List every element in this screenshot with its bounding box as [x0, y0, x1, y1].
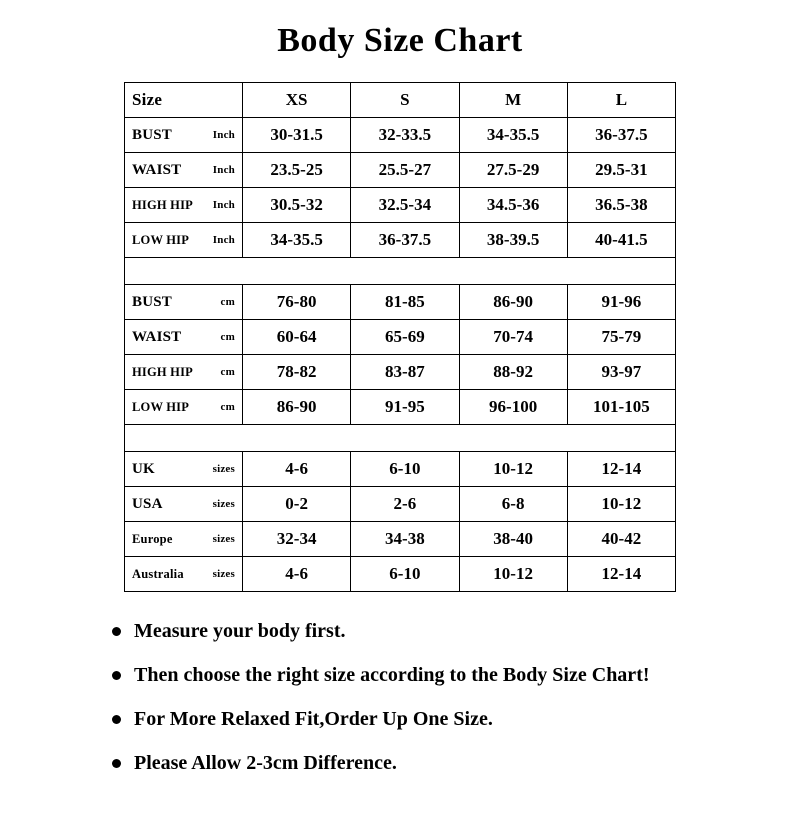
cell-value: 34-38: [351, 522, 459, 557]
row-label-australia: [125, 557, 243, 592]
cell-value: 76-80: [243, 285, 351, 320]
table-row: [125, 223, 676, 258]
cell-value: 86-90: [459, 285, 567, 320]
table-row: [125, 153, 676, 188]
header-size-label: [125, 83, 243, 118]
cell-value: 96-100: [459, 390, 567, 425]
table-row: [125, 320, 676, 355]
cell-value: 6-10: [351, 452, 459, 487]
table-row: [125, 285, 676, 320]
table-row: [125, 118, 676, 153]
bullet-icon: [112, 671, 121, 680]
row-name: UK: [132, 460, 155, 477]
cell-value: 27.5-29: [459, 153, 567, 188]
column-header-size: Size: [132, 90, 163, 109]
cell-value: 38-40: [459, 522, 567, 557]
list-item: [112, 706, 700, 733]
cell-value: 6-10: [351, 557, 459, 592]
cell-value: 0-2: [243, 487, 351, 522]
cell-value: 93-97: [567, 355, 675, 390]
cell-value: 81-85: [351, 285, 459, 320]
cell-value: 70-74: [459, 320, 567, 355]
row-unit: sizes: [212, 463, 235, 475]
cell-value: 29.5-31: [567, 153, 675, 188]
cell-value: 25.5-27: [351, 153, 459, 188]
column-header-l: L: [567, 83, 675, 118]
row-unit: cm: [220, 296, 235, 308]
row-label-bust-inch: [125, 118, 243, 153]
cell-value: 4-6: [243, 557, 351, 592]
list-item: [112, 662, 700, 689]
note-text: Measure your body first.: [134, 620, 346, 642]
cell-value: 60-64: [243, 320, 351, 355]
row-label-usa: [125, 487, 243, 522]
cell-value: 36.5-38: [567, 188, 675, 223]
cell-value: 91-96: [567, 285, 675, 320]
body-size-chart-page: [0, 22, 800, 822]
column-header-xs: XS: [243, 83, 351, 118]
cell-value: 12-14: [567, 452, 675, 487]
table-row: [125, 487, 676, 522]
cell-value: 32-34: [243, 522, 351, 557]
row-label-high-hip-cm: [125, 355, 243, 390]
size-chart-table: [124, 82, 676, 592]
spacer-cell: [125, 425, 676, 452]
cell-value: 23.5-25: [243, 153, 351, 188]
row-unit: Inch: [212, 129, 235, 141]
cell-value: 91-95: [351, 390, 459, 425]
cell-value: 40-42: [567, 522, 675, 557]
page-title: Body Size Chart: [277, 22, 523, 59]
cell-value: 6-8: [459, 487, 567, 522]
row-label-waist-cm: [125, 320, 243, 355]
row-name: BUST: [132, 293, 172, 310]
row-label-low-hip-inch: [125, 223, 243, 258]
cell-value: 34-35.5: [459, 118, 567, 153]
cell-value: 12-14: [567, 557, 675, 592]
row-name: WAIST: [132, 161, 182, 178]
cell-value: 75-79: [567, 320, 675, 355]
table-row: [125, 355, 676, 390]
row-name: Australia: [132, 566, 184, 581]
cell-value: 36-37.5: [351, 223, 459, 258]
table-row: [125, 557, 676, 592]
list-item: [112, 750, 700, 777]
row-name: BUST: [132, 126, 172, 143]
row-unit: sizes: [212, 533, 235, 545]
cell-value: 65-69: [351, 320, 459, 355]
row-unit: cm: [220, 401, 235, 413]
row-unit: Inch: [212, 234, 235, 246]
note-text: Please Allow 2-3cm Difference.: [134, 752, 397, 774]
row-name: LOW HIP: [132, 232, 190, 247]
cell-value: 4-6: [243, 452, 351, 487]
bullet-icon: [112, 627, 121, 636]
spacer-cell: [125, 258, 676, 285]
cell-value: 78-82: [243, 355, 351, 390]
row-unit: cm: [220, 366, 235, 378]
note-text: Then choose the right size according to the Body Size Chart!: [134, 664, 650, 686]
cell-value: 40-41.5: [567, 223, 675, 258]
cell-value: 10-12: [459, 557, 567, 592]
cell-value: 101-105: [567, 390, 675, 425]
row-unit: cm: [220, 331, 235, 343]
table-row: [125, 188, 676, 223]
bullet-icon: [112, 759, 121, 768]
row-label-low-hip-cm: [125, 390, 243, 425]
cell-value: 2-6: [351, 487, 459, 522]
cell-value: 83-87: [351, 355, 459, 390]
row-unit: sizes: [212, 498, 235, 510]
row-unit: Inch: [212, 164, 235, 176]
column-header-s: S: [351, 83, 459, 118]
note-text: For More Relaxed Fit,Order Up One Size.: [134, 708, 493, 730]
cell-value: 32-33.5: [351, 118, 459, 153]
table-row: [125, 452, 676, 487]
cell-value: 36-37.5: [567, 118, 675, 153]
row-label-europe: [125, 522, 243, 557]
cell-value: 10-12: [459, 452, 567, 487]
row-name: HIGH HIP: [132, 364, 193, 379]
row-name: HIGH HIP: [132, 197, 193, 212]
table-row: [125, 522, 676, 557]
table-row: [125, 390, 676, 425]
cell-value: 34.5-36: [459, 188, 567, 223]
notes-list: [100, 618, 700, 777]
column-header-m: M: [459, 83, 567, 118]
row-name: Europe: [132, 531, 173, 546]
cell-value: 86-90: [243, 390, 351, 425]
row-label-uk: [125, 452, 243, 487]
row-unit: sizes: [212, 568, 235, 580]
section-spacer: [125, 425, 676, 452]
row-unit: Inch: [212, 199, 235, 211]
row-label-bust-cm: [125, 285, 243, 320]
row-name: LOW HIP: [132, 399, 190, 414]
cell-value: 10-12: [567, 487, 675, 522]
row-name: USA: [132, 495, 163, 512]
cell-value: 88-92: [459, 355, 567, 390]
cell-value: 38-39.5: [459, 223, 567, 258]
table-header-row: [125, 83, 676, 118]
row-name: WAIST: [132, 328, 182, 345]
row-label-high-hip-inch: [125, 188, 243, 223]
section-spacer: [125, 258, 676, 285]
cell-value: 30-31.5: [243, 118, 351, 153]
size-chart-container: [124, 82, 676, 592]
list-item: [112, 618, 700, 645]
cell-value: 30.5-32: [243, 188, 351, 223]
bullet-icon: [112, 715, 121, 724]
cell-value: 34-35.5: [243, 223, 351, 258]
cell-value: 32.5-34: [351, 188, 459, 223]
row-label-waist-inch: [125, 153, 243, 188]
